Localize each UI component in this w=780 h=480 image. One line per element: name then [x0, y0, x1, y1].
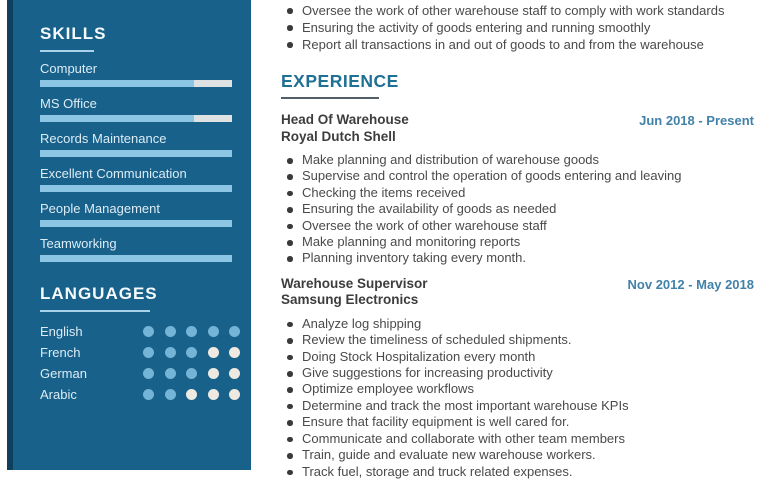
skill-item — [40, 61, 240, 87]
language-label: Arabic — [40, 387, 77, 402]
rating-dot — [208, 326, 219, 337]
skills-section — [40, 24, 240, 262]
skill-item — [40, 166, 240, 192]
rating-dot — [208, 347, 219, 358]
skills-list — [40, 61, 240, 262]
rating-dot — [186, 368, 197, 379]
main-content — [281, 0, 754, 480]
rating-dot — [229, 326, 240, 337]
rating-dot — [186, 347, 197, 358]
job-bullet: Train, guide and evaluate new warehouse workers. — [281, 447, 754, 463]
intro-bullet: Ensuring the activity of goods entering and running smoothly — [281, 19, 754, 36]
skill-bar — [40, 220, 232, 227]
language-row — [40, 384, 240, 405]
skill-item — [40, 201, 240, 227]
skill-item — [40, 96, 240, 122]
rating-dot — [143, 368, 154, 379]
job-entry — [281, 276, 754, 480]
skill-bar — [40, 150, 232, 157]
job-dates: Jun 2018 - Present — [639, 113, 754, 128]
rating-dot — [186, 389, 197, 400]
job-title: Head Of Warehouse — [281, 112, 409, 127]
skill-item — [40, 131, 240, 157]
skill-label: Teamworking — [40, 236, 117, 251]
job-bullet: Track fuel, storage and truck related expenses. — [281, 464, 754, 480]
skill-label: Computer — [40, 61, 98, 76]
experience-jobs — [281, 112, 754, 480]
job-bullet: Ensuring the availability of goods as needed — [281, 201, 754, 217]
skill-bar-fill — [40, 150, 232, 157]
skill-bar-fill — [40, 80, 194, 87]
skill-bar — [40, 80, 232, 87]
job-bullet: Doing Stock Hospitalization every month — [281, 349, 754, 365]
rating-dot — [229, 389, 240, 400]
job-bullet-list — [281, 316, 754, 480]
language-rating — [133, 326, 241, 337]
job-entry — [281, 112, 754, 267]
job-bullet: Analyze log shipping — [281, 316, 754, 332]
experience-heading-underline — [281, 97, 379, 99]
job-company: Samsung Electronics — [281, 292, 419, 308]
skill-item — [40, 236, 240, 262]
rating-dot — [143, 389, 154, 400]
skill-bar-fill — [40, 255, 232, 262]
skill-label: Excellent Communication — [40, 166, 187, 181]
language-rating — [133, 347, 241, 358]
language-rating — [133, 389, 241, 400]
job-bullet: Communicate and collaborate with other team members — [281, 431, 754, 447]
rating-dot — [229, 347, 240, 358]
language-row — [40, 363, 240, 384]
job-bullet: Review the timeliness of scheduled shipments. — [281, 332, 754, 348]
skill-bar-fill — [40, 220, 232, 227]
job-bullet: Oversee the work of other warehouse staff — [281, 218, 754, 234]
job-bullet: Planning inventory taking every month. — [281, 250, 754, 266]
rating-dot — [208, 368, 219, 379]
language-label: English — [40, 324, 83, 339]
languages-section — [40, 284, 240, 405]
rating-dot — [165, 347, 176, 358]
job-title: Warehouse Supervisor — [281, 275, 428, 291]
rating-dot — [165, 326, 176, 337]
language-label: French — [40, 345, 81, 360]
job-bullet: Determine and track the most important warehouse KPIs — [281, 398, 754, 414]
skill-bar — [40, 255, 232, 262]
sidebar — [13, 0, 251, 470]
language-row — [40, 321, 240, 342]
intro-bullet: Oversee the work of other warehouse staff to comply with work standards — [281, 2, 754, 19]
rating-dot — [165, 389, 176, 400]
skill-bar-fill — [40, 115, 194, 122]
job-bullet: Give suggestions for increasing productivity — [281, 365, 754, 381]
rating-dot — [143, 347, 154, 358]
rating-dot — [165, 368, 176, 379]
job-title-block — [281, 112, 409, 145]
intro-bullet-list — [281, 2, 754, 53]
job-bullet: Checking the items received — [281, 185, 754, 201]
job-dates: Nov 2012 - May 2018 — [627, 276, 754, 292]
job-header — [281, 276, 754, 309]
skills-heading-underline — [40, 50, 94, 52]
rating-dot — [143, 326, 154, 337]
job-bullet: Optimize employee workflows — [281, 381, 754, 397]
language-label: German — [40, 366, 87, 381]
job-bullet: Make planning and distribution of warehouse goods — [281, 152, 754, 168]
languages-heading-underline — [40, 310, 150, 312]
skill-bar — [40, 115, 232, 122]
job-title-block — [281, 276, 428, 309]
job-header — [281, 112, 754, 145]
skills-heading: SKILLS — [40, 24, 107, 43]
languages-list — [40, 321, 240, 405]
job-bullet-list — [281, 152, 754, 267]
skill-label: Records Maintenance — [40, 131, 167, 146]
intro-bullet: Report all transactions in and out of goods to and from the warehouse — [281, 36, 754, 53]
job-bullet: Supervise and control the operation of goods entering and leaving — [281, 168, 754, 184]
experience-section — [281, 71, 754, 480]
skill-bar-fill — [40, 185, 232, 192]
job-bullet: Make planning and monitoring reports — [281, 234, 754, 250]
skill-label: MS Office — [40, 96, 97, 111]
rating-dot — [229, 368, 240, 379]
rating-dot — [208, 389, 219, 400]
languages-heading: LANGUAGES — [40, 284, 158, 303]
language-rating — [133, 368, 241, 379]
skill-bar — [40, 185, 232, 192]
rating-dot — [186, 326, 197, 337]
language-row — [40, 342, 240, 363]
job-bullet: Ensure that facility equipment is well cared for. — [281, 414, 754, 430]
skill-label: People Management — [40, 201, 160, 216]
experience-heading: EXPERIENCE — [281, 71, 399, 91]
job-company: Royal Dutch Shell — [281, 128, 396, 144]
